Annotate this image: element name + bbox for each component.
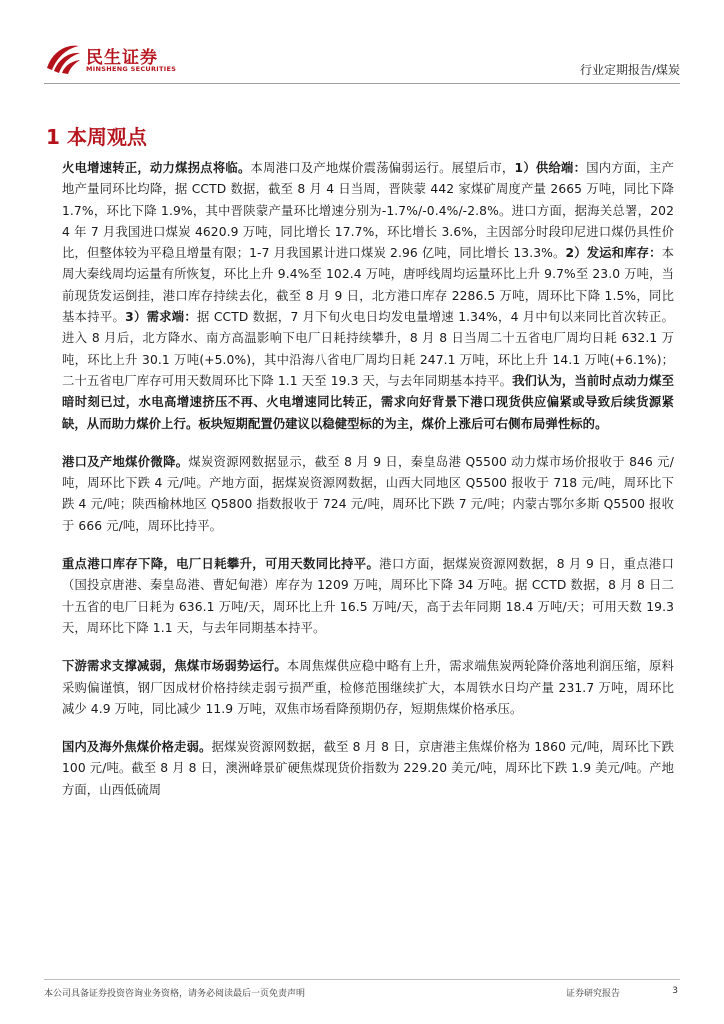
body-text: 据煤炭资源网数据，截至 8 月 8 日，京唐港主焦煤价格为 1860 元/吨，周环比下跌 100 元/吨。截至 8 月 8 日，澳洲峰景矿硬焦煤现货价指数为 229.20 美元/吨，周环比下跌 1.9 美元/吨。产地方面，山西低硫周 [62, 740, 674, 797]
bold-text: 3）需求端： [125, 310, 198, 325]
body-text: 本周焦煤供应稳中略有上升，需求端焦炭两轮降价落地利润压缩，原料采购偏谨慎，钢厂因成材价格持续走弱亏损严重，检修范围继续扩大，本周铁水日均产量 231.7 万吨，周环比减少 4.9 万吨，同比减少 11.9 万吨，双焦市场看降预期仍存，短期焦煤价格承压。 [62, 659, 674, 716]
bold-text: 重点港口库存下降，电厂日耗攀升，可用天数同比持平。 [62, 557, 380, 572]
bold-text: 国内及海外焦煤价格走弱。 [62, 740, 212, 755]
report-category: 行业定期报告/煤炭 [579, 63, 680, 77]
body-text: 本周大秦线周均运量有所恢复，环比上升 9.4%至 102.4 万吨，唐呼线周均运量环比上升 9.7%至 23.0 万吨，当前现货发运倒挂，港口库存持续去化，截至 8 月 9 日，北方港口库存 2286.5 万吨，周环比下降 1.5%，同比基本持平。 [62, 246, 674, 325]
logo-chinese-name: 民生证券 [86, 48, 158, 68]
bold-text: 下游需求支撑减弱，焦煤市场弱势运行。 [62, 659, 287, 674]
paragraph [62, 656, 674, 720]
bold-text: 港口及产地煤价微降。 [62, 454, 189, 469]
bold-text: 1）供给端： [514, 161, 587, 175]
section-title: 1 本周观点 [46, 125, 147, 149]
page-number: 3 [672, 986, 678, 996]
body-text: 国内方面，主产地产量同环比均降，据 CCTD 数据，截至 8 月 4 日当周，晋陕蒙 442 家煤矿周度产量 2665 万吨，同比下降 1.7%，环比下降 1.9%，其中晋陕蒙产量环比增速分别为-1.7%/-0.4%/-2.8%。进口方面，据海关总署，2024 年 7 月我国进口煤炭 4620.9 万吨，同比增长 17.7%，环比增长 3.6%，主因部分时段印尼进口煤仍具性价比，但整体较为平稳且增量有限；1-7 月我国累计进口煤炭 2.96 亿吨，同比增长 13.3%。 [62, 161, 674, 261]
paragraph [62, 452, 674, 537]
header-divider [44, 83, 680, 84]
bold-text: 火电增速转正，动力煤拐点将临。 [62, 161, 251, 175]
paragraph [62, 554, 674, 639]
footer-disclaimer: 本公司具备证券投资咨询业务资格，请务必阅读最后一页免责声明 [44, 989, 306, 999]
body-text: 据 CCTD 数据，7 月下旬火电日均发电量增速 1.34%，4 月中旬以来同比首次转正。进入 8 月后，北方降水、南方高温影响下电厂日耗持续攀升，8 月 8 日当周二十五省电厂周均日耗 632.1 万吨，环比上升 30.1 万吨(+5.0%)，其中沿海八省电厂周均日耗 247.1 万吨，环比上升 14.1 万吨(+6.1%)；二十五省电厂库存可用天数周环比下降 1.1 天至 19.3 天，与去年同期基本持平。 [62, 310, 674, 388]
report-body [62, 158, 674, 818]
company-logo [44, 41, 184, 75]
footer-divider [44, 979, 680, 980]
bold-text: 2）发运和库存： [565, 246, 662, 261]
body-text: 港口方面，据煤炭资源网数据，8 月 9 日，重点港口（国投京唐港、秦皇岛港、曹妃甸港）库存为 1209 万吨，周环比下降 34 万吨。据 CCTD 数据，8 月 8 日二十五省的电厂日耗为 636.1 万吨/天，周环比上升 16.5 万吨/天，高于去年同期 18.4 万吨/天；可用天数 19.3 天，周环比下降 1.1 天，与去年同期基本持平。 [62, 557, 674, 635]
footer-doc-type: 证券研究报告 [566, 989, 621, 999]
body-text: 煤炭资源网数据显示，截至 8 月 9 日，秦皇岛港 Q5500 动力煤市场价报收于 846 元/吨，周环比下跌 4 元/吨。产地方面，据煤炭资源网数据，山西大同地区 Q5500 报收于 718 元/吨，周环比下跌 4 元/吨；陕西榆林地区 Q5800 指数报收于 724 元/吨，周环比下跌 7 元/吨；内蒙古鄂尔多斯 Q5500 报收于 666 元/吨，周环比持平。 [62, 454, 674, 533]
bold-text: 我们认为，当前时点动力煤至暗时刻已过，水电高增速挤压不再、火电增速同比转正，需求向好背景下港口现货供应偏紧或导致后续货源紧缺，从而助力煤价上行。板块短期配置仍建议以稳健型标的为主，煤价上涨后可右侧布局弹性标的。 [62, 373, 674, 431]
paragraph [62, 737, 674, 801]
paragraph [62, 158, 674, 435]
body-text: 本周港口及产地煤价震荡偏弱运行。展望后市， [250, 161, 515, 175]
minsheng-logo-icon [44, 41, 82, 75]
logo-english-name: MINSHENG SECURITIES [86, 65, 177, 73]
